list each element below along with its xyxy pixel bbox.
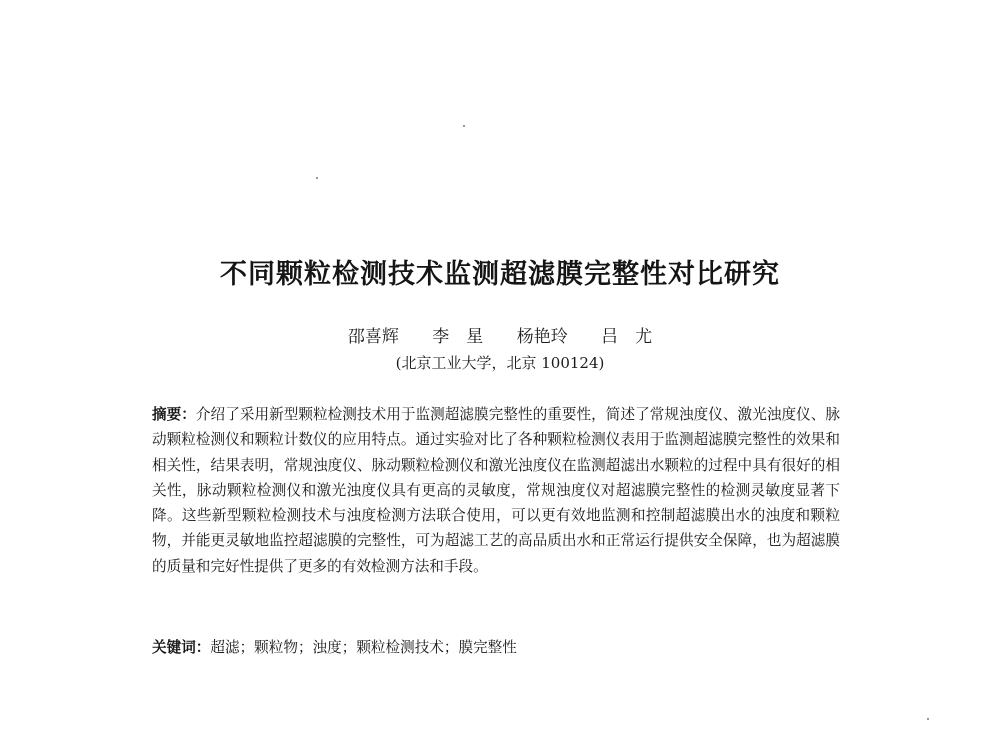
keywords-label: 关键词： bbox=[152, 639, 211, 656]
author-list bbox=[0, 322, 1000, 347]
scan-speck bbox=[927, 718, 929, 720]
author-name: 杨艳玲 bbox=[516, 327, 568, 347]
abstract-text: 介绍了采用新型颗粒检测技术用于监测超滤膜完整性的重要性，简述了常规浊度仪、激光浊度仪、脉动颗粒检测仪和颗粒计数仪的应用特点。通过实验对比了各种颗粒检测仪表用于监测超滤膜完整性的效果和相关性，结果表明，常规浊度仪、脉动颗粒检测仪和激光浊度仪在监测超滤出水颗粒的过程中具有很好的相关性，脉动颗粒检测仪和激光浊度仪具有更高的灵敏度，常规浊度仪对超滤膜完整性的检测灵敏度显著下降。这些新型颗粒检测技术与浊度检测方法联合使用，可以更有效地监测和控制超滤膜出水的浊度和颗粒物，并能更灵敏地监控超滤膜的完整性，可为超滤工艺的高品质出水和正常运行提供安全保障，也为超滤膜的质量和完好性提供了更多的有效检测方法和手段。 bbox=[152, 406, 840, 575]
abstract bbox=[152, 402, 840, 579]
paper-title: 不同颗粒检测技术监测超滤膜完整性对比研究 bbox=[220, 259, 780, 290]
author-name: 邵喜辉 bbox=[347, 327, 399, 347]
keywords-text: 超滤；颗粒物；浊度；颗粒检测技术；膜完整性 bbox=[210, 639, 517, 656]
author-name: 吕 尤 bbox=[601, 327, 653, 347]
author-name: 李 星 bbox=[432, 327, 484, 347]
affiliation: (北京工业大学，北京 100124) bbox=[395, 354, 605, 372]
scan-speck bbox=[316, 177, 318, 179]
keywords bbox=[152, 635, 840, 660]
scan-speck bbox=[463, 125, 465, 127]
abstract-label: 摘要： bbox=[152, 406, 196, 423]
